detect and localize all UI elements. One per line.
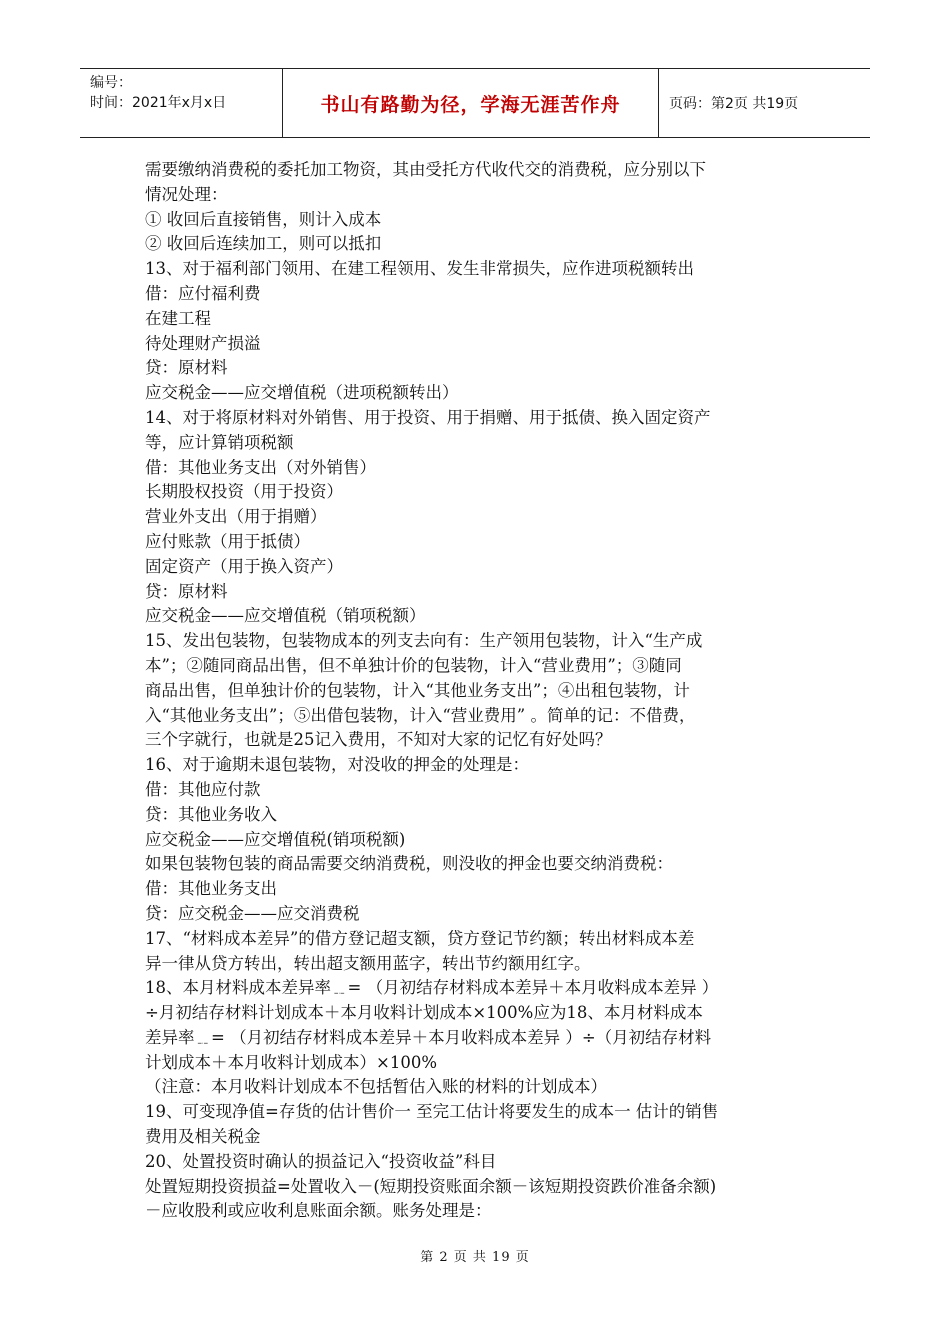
text-line: 借：其他业务支出（对外销售） [145,457,376,477]
document-body [145,158,810,1224]
document-date-label: 时间：2021年x月x日 [90,95,227,111]
text-line: 异一律从贷方转出，转出超支额用蓝字，转出节约额用红字。 [145,953,591,973]
page-header [80,68,870,138]
text-line: 等，应计算销项税额 [145,432,294,452]
text-line: 贷：其他业务收入 [145,804,277,824]
text-line: 处置短期投资损益=处置收入－(短期投资账面余额－该短期投资跌价准备余额) [145,1176,717,1196]
text-line: 商品出售，但单独计价的包装物，计入“其他业务支出”；④出租包装物，计 [145,680,690,700]
header-page-number: 页码：第2页 共19页 [669,96,799,112]
text-line: 贷：原材料 [145,358,228,378]
text-line: 20、处置投资时确认的损益记入“投资收益”科目 [145,1151,497,1171]
text-line: 待处理财产损溢 [145,333,261,353]
text-line: 贷：应交税金——应交消费税 [145,903,360,923]
page-footer: 第 2 页 共 19 页 [420,1250,530,1265]
text-line: 固定资产（用于换入资产） [145,556,343,576]
text-line: 差异率﹎= （月初结存材料成本差异＋本月收料成本差异 ）÷（月初结存材料 [145,1027,712,1047]
text-line: （注意：本月收料计划成本不包括暂估入账的材料的计划成本） [145,1077,607,1097]
header-meta [80,69,283,137]
text-line: 营业外支出（用于捐赠） [145,507,327,527]
text-line: 三个字就行，也就是25记入费用，不知对大家的记忆有好处吗？ [145,730,612,750]
text-line: 14、对于将原材料对外销售、用于投资、用于捐赠、用于抵债、换入固定资产 [145,407,711,427]
text-line: 借：其他业务支出 [145,879,277,899]
text-line: 借：应付福利费 [145,283,261,303]
text-line: 应交税金——应交增值税（销项税额） [145,606,426,626]
text-line: 情况处理： [145,184,228,204]
text-line: 16、对于逾期未退包装物，对没收的押金的处理是： [145,755,529,775]
text-line: 入“其他业务支出”；⑤出借包装物，计入“营业费用” 。简单的记：不借费， [145,705,696,725]
text-line: 如果包装物包装的商品需要交纳消费税，则没收的押金也要交纳消费税： [145,854,673,874]
text-line: 需要缴纳消费税的委托加工物资，其由受托方代收代交的消费税，应分别以下 [145,160,706,179]
text-line: ÷月初结存材料计划成本＋本月收料计划成本×100%应为18、本月材料成本 [145,1003,703,1023]
document-number-label: 编号： [90,75,132,91]
text-line: 13、对于福利部门领用、在建工程领用、发生非常损失，应作进项税额转出 [145,259,694,279]
text-line: 17、“材料成本差异”的借方登记超支额，贷方登记节约额；转出材料成本差 [145,928,695,948]
text-line: －应收股利或应收利息账面余额。账务处理是： [145,1201,492,1221]
text-line: 应交税金——应交增值税(销项税额) [145,829,406,849]
text-line: 应付账款（用于抵债） [145,531,310,551]
text-line: ① 收回后直接销售，则计入成本 [145,209,382,229]
text-line: 贷：原材料 [145,581,228,601]
text-line: 应交税金——应交增值税（进项税额转出） [145,383,459,403]
text-line: 计划成本＋本月收料计划成本）×100% [145,1052,437,1072]
text-line: 费用及相关税金 [145,1127,261,1147]
text-line: 长期股权投资（用于投资） [145,482,343,502]
text-line: 借：其他应付款 [145,779,261,799]
text-line: 18、本月材料成本差异率﹎= （月初结存材料成本差异＋本月收料成本差异 ） [145,978,719,998]
text-line: 19、可变现净值=存货的估计售价一 至完工估计将要发生的成本一 估计的销售 [145,1102,719,1122]
text-line: 15、发出包装物，包装物成本的列支去向有：生产领用包装物，计入“生产成 [145,631,703,651]
text-line: 本”；②随同商品出售，但不单独计价的包装物，计入“营业费用”；③随同 [145,655,682,675]
text-line: ② 收回后连续加工，则可以抵扣 [145,234,382,254]
header-motto: 书山有路勤为径，学海无涯苦作舟 [283,69,659,137]
text-line: 在建工程 [145,308,211,328]
